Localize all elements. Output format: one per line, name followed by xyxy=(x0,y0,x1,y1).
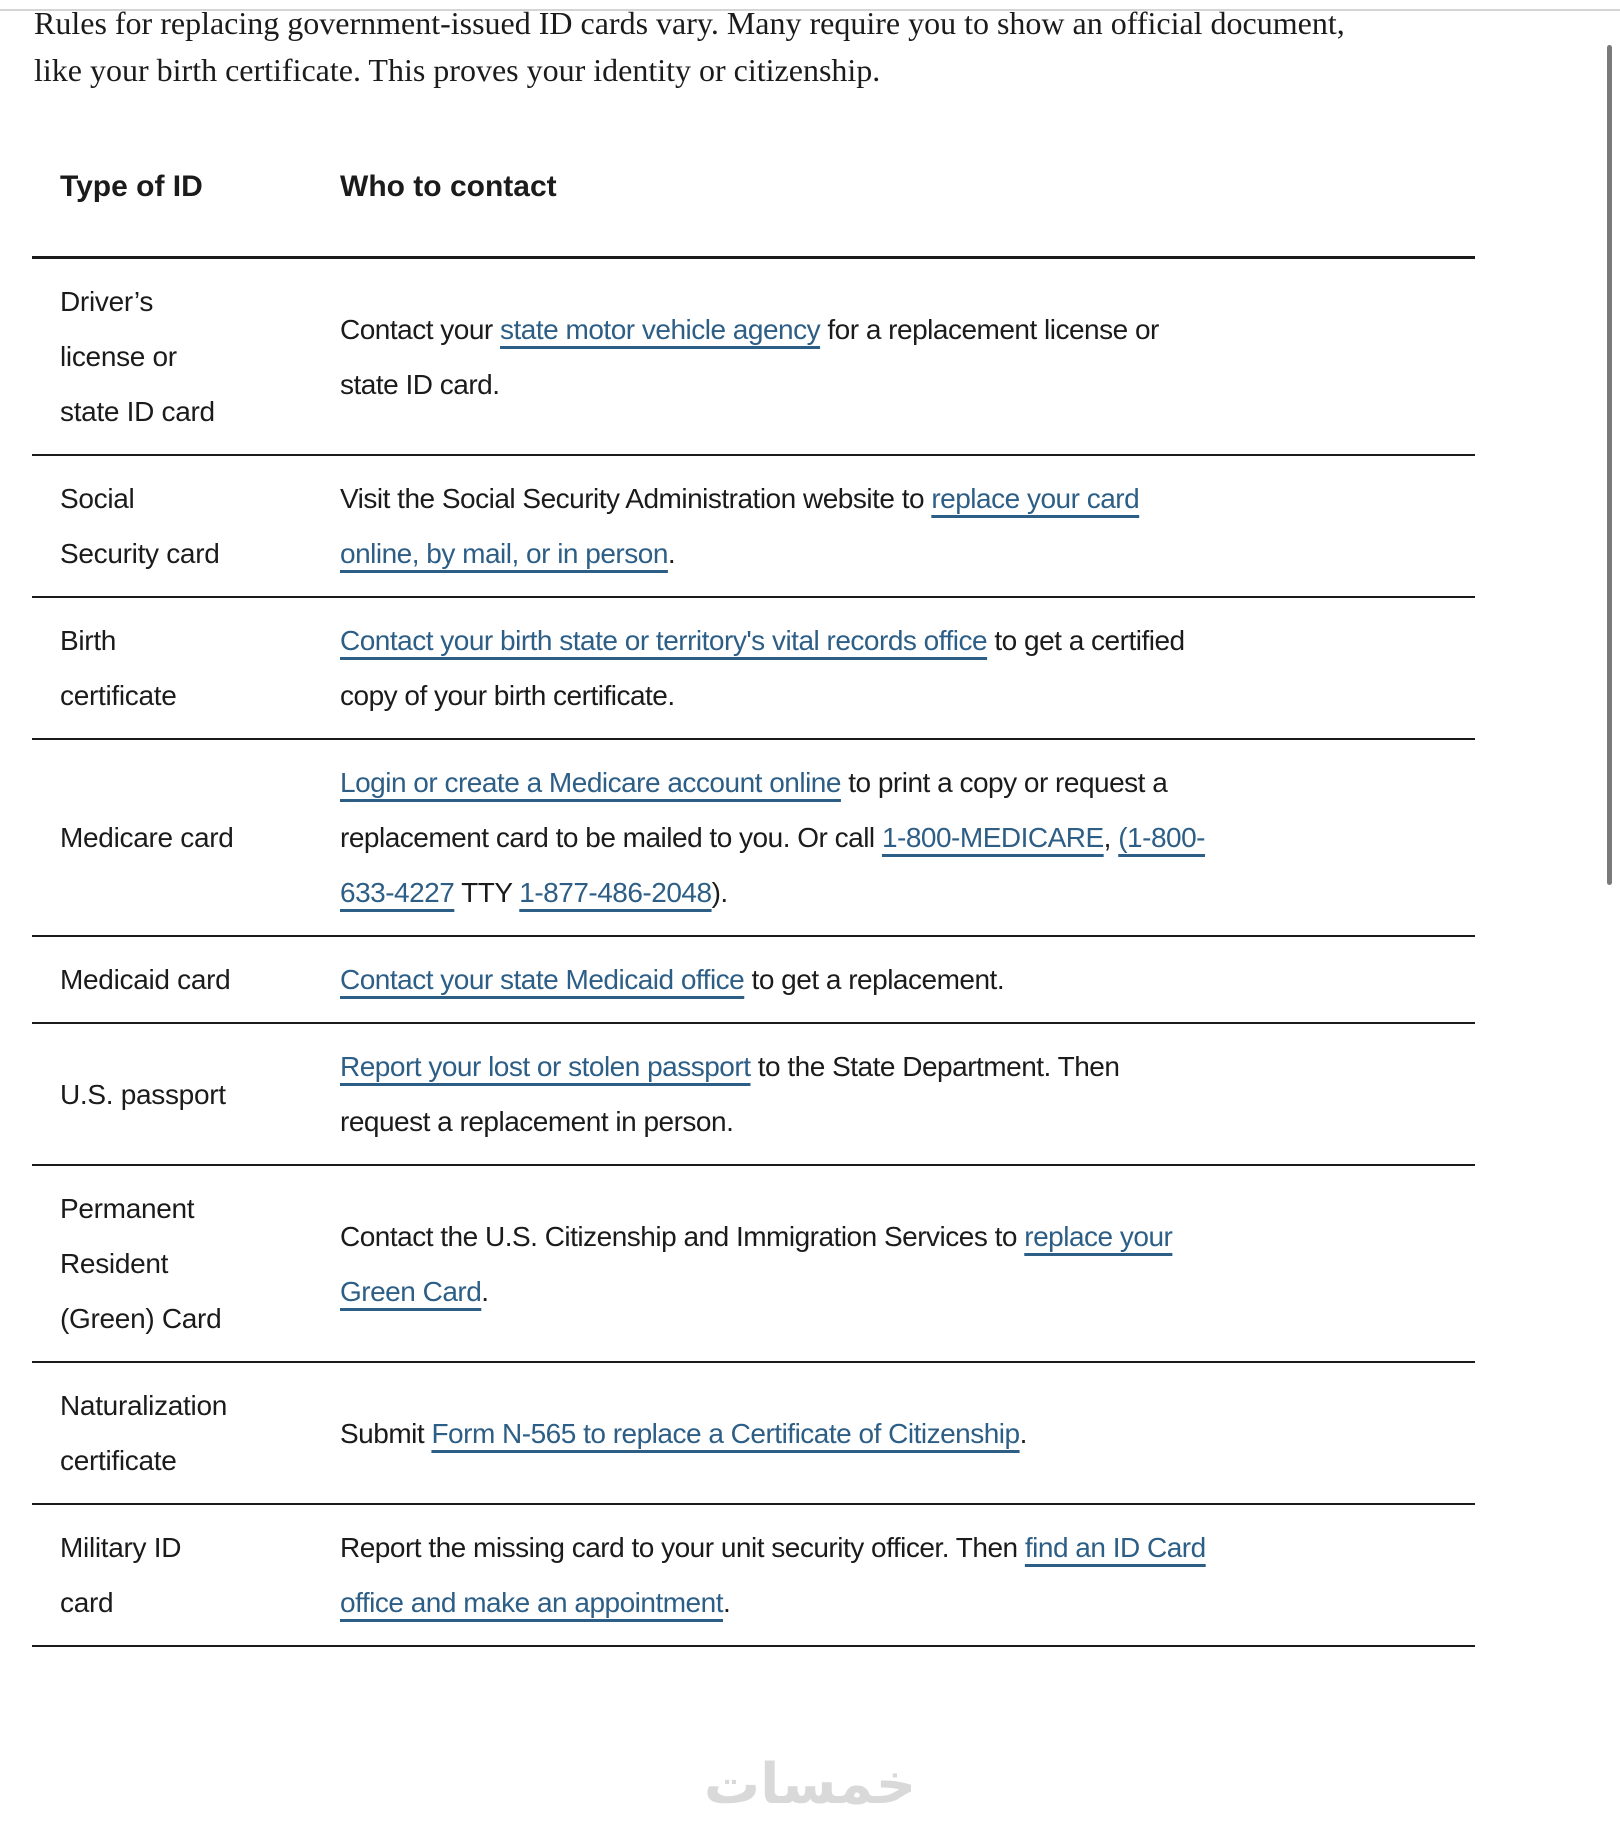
khamsat-watermark: خمسات xyxy=(703,1752,917,1817)
column-header-who-to-contact: Who to contact xyxy=(340,170,557,203)
table-row xyxy=(32,1505,1475,1647)
contact-text: copy of your birth certificate. xyxy=(340,680,675,711)
contact-text: Submit xyxy=(340,1417,432,1449)
contact-text: , xyxy=(1103,822,1119,853)
table-row xyxy=(32,1363,1475,1505)
contact-link[interactable]: office and make an appointment xyxy=(340,1587,723,1618)
contact-cell xyxy=(340,755,1475,920)
id-type-cell: Medicaid card xyxy=(60,964,231,995)
contact-text: . xyxy=(481,1275,489,1307)
table-row xyxy=(32,259,1475,456)
contact-text: request a replacement in person. xyxy=(340,1106,734,1137)
contact-text: TTY xyxy=(454,877,520,908)
contact-link[interactable]: find an ID Card xyxy=(1024,1532,1206,1563)
table-row xyxy=(32,937,1475,1024)
contact-link[interactable]: replace your xyxy=(1024,1220,1173,1252)
contact-text: to the State Department. Then xyxy=(750,1051,1120,1082)
contact-text: . xyxy=(667,538,676,569)
contact-text: . xyxy=(1019,1417,1027,1449)
id-type-cell: Social Security card xyxy=(60,483,220,569)
table-row xyxy=(32,456,1475,598)
id-type-cell: Driver’s license or state ID card xyxy=(60,286,215,427)
intro-paragraph: Rules for replacing government-issued ID cards vary. Many require you to show an official document, like your birth certificate. This proves your identity or citizenship. xyxy=(34,5,1345,88)
contact-cell xyxy=(340,952,1475,1007)
id-type-cell: Permanent Resident (Green) Card xyxy=(60,1193,222,1334)
contact-text: to print a copy or request a xyxy=(840,767,1168,798)
id-type-cell: Birth certificate xyxy=(60,625,177,711)
contact-text: . xyxy=(722,1587,731,1618)
contact-cell xyxy=(340,1209,1475,1319)
contact-text: Visit the Social Security Administration website to xyxy=(340,483,932,514)
contact-link[interactable]: Green Card xyxy=(340,1275,482,1307)
contact-text: Contact the U.S. Citizenship and Immigration Services to xyxy=(340,1220,1025,1252)
contact-link[interactable]: online, by mail, or in person xyxy=(340,538,668,569)
contact-text: state ID card. xyxy=(340,368,500,400)
id-type-cell: U.S. passport xyxy=(60,1078,226,1110)
table-row xyxy=(32,1166,1475,1363)
contact-link[interactable]: (1-800- xyxy=(1118,822,1205,853)
contact-cell xyxy=(340,1039,1475,1149)
contact-link[interactable]: 1-800-MEDICARE xyxy=(881,822,1104,853)
id-type-cell: Military ID card xyxy=(60,1532,182,1618)
contact-link[interactable]: Login or create a Medicare account online xyxy=(340,767,841,798)
contact-text: Report the missing card to your unit security officer. Then xyxy=(340,1532,1025,1563)
contact-text: Contact your xyxy=(340,313,501,345)
contact-link[interactable]: 1-877-486-2048 xyxy=(519,877,712,908)
contact-text: for a replacement license or xyxy=(820,313,1159,345)
table-row xyxy=(32,1024,1475,1166)
contact-cell xyxy=(340,613,1475,723)
scrollbar-thumb[interactable] xyxy=(1607,45,1612,885)
contact-cell xyxy=(340,302,1475,412)
contact-link[interactable]: replace your card xyxy=(931,483,1140,514)
contact-text: to get a replacement. xyxy=(744,964,1005,995)
contact-cell xyxy=(340,1520,1475,1630)
contact-link[interactable]: Contact your birth state or territory's vital records office xyxy=(340,625,988,656)
contact-link[interactable]: Report your lost or stolen passport xyxy=(340,1051,751,1082)
column-header-type-of-id: Type of ID xyxy=(60,170,203,203)
contact-link[interactable]: state motor vehicle agency xyxy=(500,313,821,345)
contact-cell xyxy=(340,1406,1475,1461)
table-body xyxy=(32,259,1475,1647)
contact-link[interactable]: Contact your state Medicaid office xyxy=(340,964,745,995)
id-type-cell: Naturalization certificate xyxy=(60,1390,227,1476)
contact-text: to get a certified xyxy=(987,625,1185,656)
contact-text: ). xyxy=(711,877,728,908)
id-replacement-table xyxy=(32,159,1475,1647)
table-header-row xyxy=(32,159,1475,259)
contact-cell xyxy=(340,471,1475,581)
contact-link[interactable]: 633-4227 xyxy=(340,877,455,908)
table-row xyxy=(32,598,1475,740)
contact-text: replacement card to be mailed to you. Or call xyxy=(340,822,882,853)
id-type-cell: Medicare card xyxy=(60,822,234,853)
table-row xyxy=(32,740,1475,937)
contact-link[interactable]: Form N-565 to replace a Certificate of Citizenship xyxy=(431,1417,1020,1449)
